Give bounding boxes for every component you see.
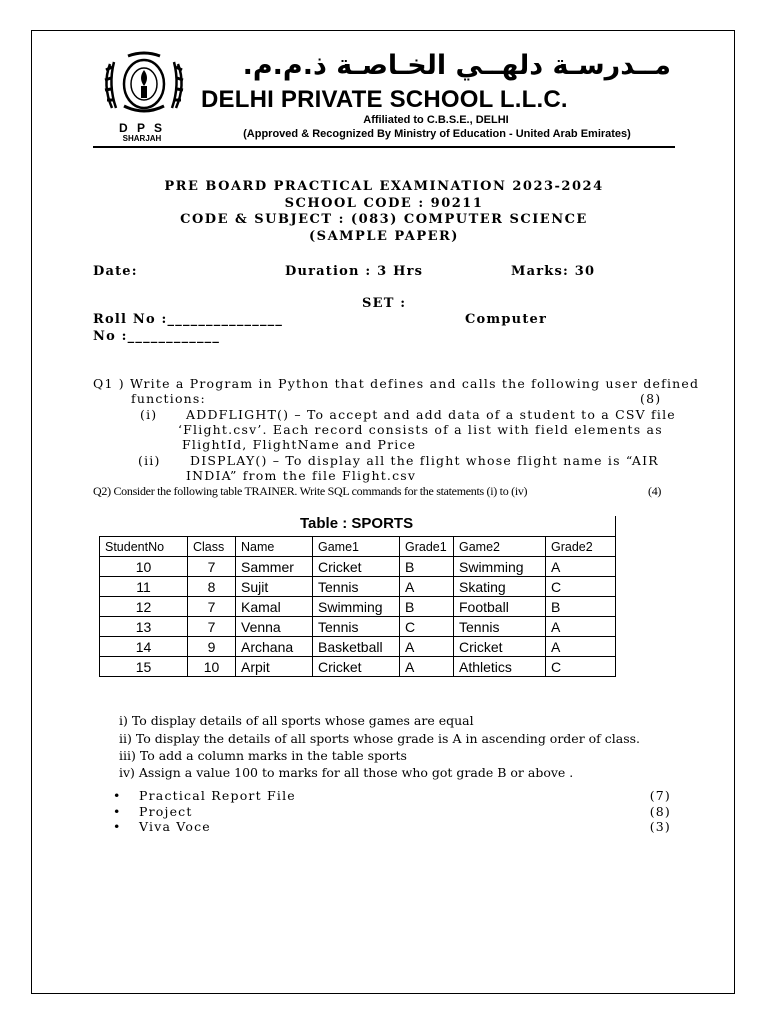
q1-item-num: (ii) [138,453,161,468]
table-title: Table : SPORTS [300,515,414,532]
table-cell: A [546,617,616,637]
table-row [100,577,616,597]
list-item-label: Project [139,803,193,819]
table-cell: 11 [100,577,188,597]
q1-item-text: FlightId, FlightName and Price [182,437,417,452]
sql-statement: i) To display details of all sports whose games are equal [119,713,474,728]
q2-marks: (4) [648,484,662,498]
table-header-row [100,537,616,557]
q1-intro-cont: functions: [131,391,206,406]
q2-text: Q2) Consider the following table TRAINER. Write SQL commands for the statements (i) to (iv) [93,484,528,498]
table-cell: 7 [188,617,236,637]
table-cell: Archana [236,637,313,657]
column-header: StudentNo [100,537,188,557]
school-name-arabic: مــدرسـة دلهــي الخـاصـة ذ.م.م. [242,50,671,81]
list-item-label: Practical Report File [139,788,296,803]
q1-item-text: ADDFLIGHT() – To accept and add data of a student to a CSV file [186,407,676,422]
table-cell: Tennis [313,617,400,637]
list-item-marks: (3) [649,819,671,834]
school-crest-logo [98,50,190,120]
table-cell: Tennis [454,617,546,637]
marks-text: Marks: 30 [511,264,596,279]
list-item [113,819,671,835]
subject-line: CODE & SUBJECT : (083) COMPUTER SCIENCE [180,212,588,227]
table-cell: Swimming [454,557,546,577]
table-cell: 10 [100,557,188,577]
school-header [93,46,675,148]
table-cell: 7 [188,557,236,577]
computer-no-field: No :____________ [93,329,221,344]
sql-statement: ii) To display the details of all sports whose grade is A in ascending order of class. [119,731,641,746]
table-cell: Football [454,597,546,617]
table-cell: Skating [454,577,546,597]
list-item-marks: (7) [649,788,671,803]
sql-statement: iv) Assign a value 100 to marks for all those who got grade B or above . [119,765,574,780]
sample-paper-line: (SAMPLE PAPER) [309,228,459,244]
bullet-icon: • [113,788,122,803]
table-cell: Venna [236,617,313,637]
bullet-icon: • [113,819,122,834]
table-cell: Arpit [236,657,313,677]
list-item-marks: (8) [649,803,671,819]
table-cell: 7 [188,597,236,617]
table-cell: A [546,637,616,657]
set-label: SET : [362,296,407,311]
column-header: Name [236,537,313,557]
table-row [100,597,616,617]
q1-item-text: INDIA” from the file Flight.csv [186,468,417,483]
table-cell: Sujit [236,577,313,597]
table-cell: A [400,577,454,597]
table-cell: 13 [100,617,188,637]
table-cell: A [546,557,616,577]
table-cell: A [400,657,454,677]
table-cell: B [400,557,454,577]
q1-intro: Q1 ) Write a Program in Python that defines and calls the following user defined [93,376,700,391]
table-cell: B [546,597,616,617]
table-cell: 14 [100,637,188,657]
table-edge-line [615,516,616,536]
table-row [100,657,616,677]
table-cell: Cricket [313,657,400,677]
school-name: DELHI PRIVATE SCHOOL L.L.C. [201,86,568,113]
marks-breakdown-list [113,788,671,835]
table-row [100,617,616,637]
table-cell: Basketball [313,637,400,657]
sql-statement: iii) To add a column marks in the table sports [119,748,407,763]
table-cell: 9 [188,637,236,657]
table-cell: Sammer [236,557,313,577]
duration-text: Duration : 3 Hrs [285,264,424,279]
table-cell: Tennis [313,577,400,597]
column-header: Grade1 [400,537,454,557]
table-cell: B [400,597,454,617]
table-row [100,637,616,657]
computer-label: Computer [465,312,548,327]
approval-text: (Approved & Recognized By Ministry of Education - United Arab Emirates) [243,128,631,140]
bullet-icon: • [113,803,122,819]
table-cell: 15 [100,657,188,677]
date-label: Date: [93,264,138,279]
q1-item-text: DISPLAY() – To display all the flight whose flight name is “AIR [190,453,659,468]
logo-text: D P S [118,121,166,135]
table-cell: 10 [188,657,236,677]
table-cell: C [546,577,616,597]
column-header: Grade2 [546,537,616,557]
table-cell: Kamal [236,597,313,617]
table-cell: C [546,657,616,677]
table-cell: 12 [100,597,188,617]
column-header: Class [188,537,236,557]
list-item [113,788,671,804]
q1-marks: (8) [640,391,662,406]
table-cell: Athletics [454,657,546,677]
table-cell: Cricket [454,637,546,657]
exam-title-line: PRE BOARD PRACTICAL EXAMINATION 2023-2024 [164,179,604,194]
logo-subtext: SHARJAH [122,134,162,143]
exam-title [93,179,675,245]
list-item-label: Viva Voce [139,819,211,834]
roll-no-field: Roll No :_______________ [93,312,284,327]
q1-item-text: ‘Flight.csv’. Each record consists of a list with field elements as [178,422,663,437]
column-header: Game1 [313,537,400,557]
table-cell: A [400,637,454,657]
column-header: Game2 [454,537,546,557]
q1-item-num: (i) [140,407,158,422]
list-item [113,804,671,820]
table-cell: C [400,617,454,637]
table-cell: 8 [188,577,236,597]
sports-table [99,536,616,677]
affiliation-text: Affiliated to C.B.S.E., DELHI [363,114,509,126]
table-row [100,557,616,577]
school-code-line: SCHOOL CODE : 90211 [284,195,484,211]
table-cell: Swimming [313,597,400,617]
page-border [31,30,735,994]
table-cell: Cricket [313,557,400,577]
